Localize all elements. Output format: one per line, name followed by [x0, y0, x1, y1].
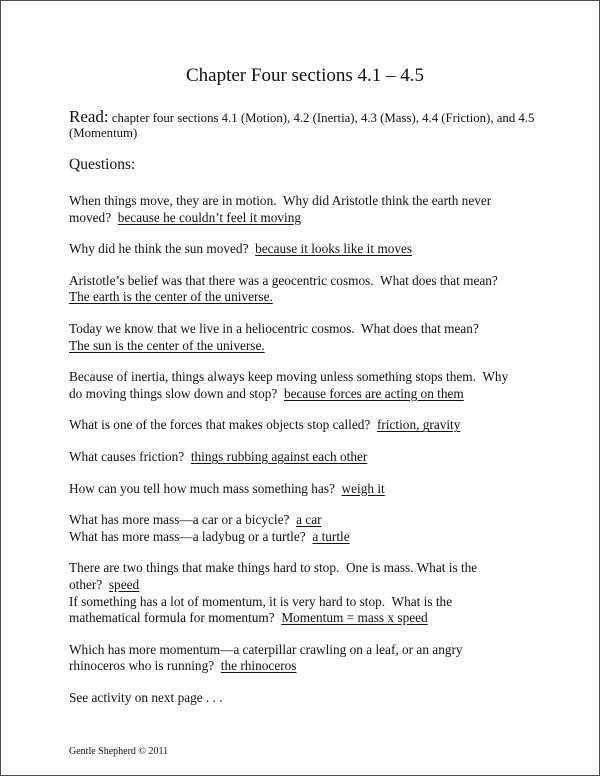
question-line — [69, 193, 541, 210]
question-text: Aristotle’s belief was that there was a geocentric cosmos. What does that mean? — [69, 272, 498, 288]
question-line — [69, 386, 541, 403]
answer-underlined: a car — [296, 512, 322, 528]
answer-underlined: speed — [108, 576, 140, 592]
question-paragraph — [69, 241, 541, 258]
question-paragraph — [69, 321, 541, 354]
question-text: mathematical formula for momentum? — [69, 610, 282, 626]
answer-underlined: things rubbing against each other — [190, 448, 368, 464]
question-line — [69, 417, 541, 434]
answer-underlined: friction, gravity — [376, 417, 461, 433]
question-line — [69, 481, 541, 498]
answer-underlined: weigh it — [341, 480, 385, 496]
question-line — [69, 658, 541, 675]
question-text: do moving things slow down and stop? — [69, 385, 284, 401]
answer-underlined: Momentum = mass x speed — [281, 610, 428, 626]
question-line — [69, 577, 541, 594]
closing-note: See activity on next page . . . — [69, 689, 223, 705]
answer-underlined: The earth is the center of the universe. — [69, 289, 273, 305]
question-paragraph — [69, 642, 541, 675]
question-line — [69, 338, 541, 355]
question-line — [69, 512, 541, 529]
question-text: What is one of the forces that makes objects stop called? — [69, 417, 377, 433]
answer-underlined: a turtle — [312, 528, 350, 544]
read-instruction — [69, 107, 541, 140]
question-paragraph — [69, 369, 541, 402]
question-line — [69, 321, 541, 338]
questions-heading: Questions: — [69, 156, 136, 173]
footer-copyright: Gentle Shepherd © 2011 — [69, 746, 169, 757]
question-text: What causes friction? — [69, 448, 191, 464]
question-paragraph — [69, 560, 541, 626]
question-text: If something has a lot of momentum, it is very hard to stop. What is the — [69, 593, 453, 609]
answer-underlined: because he couldn’t feel it moving — [117, 209, 302, 225]
question-text: How can you tell how much mass something has? — [69, 480, 342, 496]
question-line — [69, 610, 541, 627]
question-paragraph — [69, 449, 541, 466]
read-text-continued: (Momentum) — [69, 125, 138, 140]
question-line — [69, 449, 541, 466]
question-text: Today we know that we live in a heliocentric cosmos. What does that mean? — [69, 320, 479, 336]
question-paragraph — [69, 481, 541, 498]
answer-underlined: because forces are acting on them — [283, 385, 464, 401]
answer-underlined: The sun is the center of the universe. — [69, 337, 265, 353]
question-line — [69, 594, 541, 611]
question-line — [69, 241, 541, 258]
question-text: Because of inertia, things always keep moving unless something stops them. Why — [69, 369, 509, 385]
question-text: rhinoceros who is running? — [69, 658, 221, 674]
page-title: Chapter Four sections 4.1 – 4.5 — [185, 65, 424, 86]
answer-underlined: because it looks like it moves — [255, 241, 413, 257]
question-line — [69, 210, 541, 227]
question-text: Which has more momentum—a caterpillar crawling on a leaf, or an angry — [69, 641, 463, 657]
answer-underlined: the rhinoceros — [220, 658, 297, 674]
question-text: There are two things that make things hard to stop. One is mass. What is the — [69, 560, 478, 576]
question-line — [69, 289, 541, 306]
questions-list — [69, 193, 541, 675]
question-paragraph — [69, 193, 541, 226]
question-line — [69, 273, 541, 290]
question-text: What has more mass—a car or a bicycle? — [69, 512, 297, 528]
read-text: chapter four sections 4.1 (Motion), 4.2 (Inertia), 4.3 (Mass), 4.4 (Friction), and 4.5 — [108, 111, 535, 125]
question-paragraph — [69, 273, 541, 306]
question-text: other? — [69, 576, 109, 592]
question-line — [69, 529, 541, 546]
question-text: When things move, they are in motion. Why did Aristotle think the earth never — [69, 193, 492, 208]
question-text: moved? — [69, 209, 118, 225]
question-paragraph — [69, 417, 541, 434]
question-text: What has more mass—a ladybug or a turtle? — [69, 528, 313, 544]
question-paragraph — [69, 512, 541, 545]
question-text: Why did he think the sun moved? — [69, 241, 256, 257]
question-line — [69, 560, 541, 577]
read-label: Read: — [69, 107, 109, 126]
question-line — [69, 369, 541, 386]
question-line — [69, 642, 541, 659]
